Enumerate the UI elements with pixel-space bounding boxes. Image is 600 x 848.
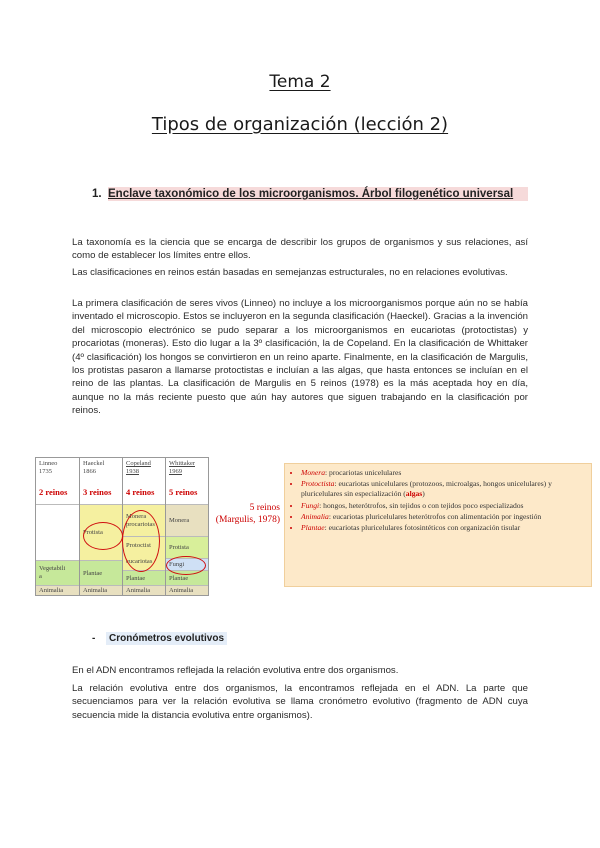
col-year: 1969 (169, 467, 182, 475)
section1-heading-text: Enclave taxonómico de los microorganismos. Árbol filogenético universal (108, 187, 528, 201)
paragraph-cronometro: La relación evolutiva entre dos organismos, la encontramos reflejada en el ADN. La parte que secuenciamos para ver la relación evolutiva se llama cronómetro evolutivo (fragmento de ADN cuya secuencia mide la distancia evolutiva entre organismos). (72, 683, 528, 721)
col-reinos: 2 reinos (39, 487, 68, 497)
kingdom-item: • Plantae: eucariotas pluricelulares fotosintéticos con organización tisular (301, 523, 585, 533)
table-cell-plantae: Plantae (166, 570, 208, 585)
col-year: 1735 (39, 467, 52, 475)
section2-bullet: - (92, 633, 96, 644)
table-cell-animalia: Animalia (123, 585, 165, 595)
kingdom-item: • Protoctista: eucariotas unicelulares (protozoos, microalgas, hongos unicelulares) y pluricelulares sin especialización (algas) (301, 479, 585, 499)
col-author: Haeckel (83, 460, 105, 467)
table-cell-monera: Monera (166, 504, 208, 536)
col-reinos: 4 reinos (126, 487, 155, 497)
col-author: Whittaker (169, 460, 195, 467)
col-year: 1938 (126, 467, 139, 475)
protista-circle-mark (83, 522, 123, 550)
table-cell-empty (36, 504, 79, 560)
table-cell-plantae: Plantae (123, 570, 165, 585)
table-cell-animalia: Animalia (36, 585, 79, 595)
kingdom-item: • Monera: procariotas unicelulares (301, 468, 585, 478)
table-cell-monera: Monera procariotas (123, 504, 165, 536)
margulis-label: 5 reinos (Margulis, 1978) (215, 503, 280, 525)
protoctista-circle-mark (122, 510, 160, 572)
col-author: Linneo (39, 460, 58, 467)
kingdoms-list (291, 468, 585, 533)
section1-heading (92, 187, 528, 201)
col-year: 1866 (83, 467, 96, 475)
section1-number: 1. (92, 188, 102, 200)
kingdom-item: • Fungi: hongos, heterótrofos, sin tejidos o con tejidos poco especializados (301, 501, 585, 511)
paragraph-taxonomy: La taxonomía es la ciencia que se encarga de describir los grupos de organismos y sus relaciones, así como de establecer los límites entre ellos. (72, 237, 528, 262)
fungi-circle-mark (166, 556, 206, 575)
col-author: Copeland (126, 460, 151, 467)
paragraph-history: La primera clasificación de seres vivos (Linneo) no incluye a los microorganismos porque aún no se había inventado el microscopio. Estos se incluyeron en la segunda clasificación (Haeckel). Gracias a la invención del microscopio electrónico se pudo separar a los microorganismos en eucariotas (protoctistas) y procariotas (moneras). Esto dio lugar a la 3º clasificación, la de Copeland. En la clasificación de Whittaker (4º clasificación) los hongos se convirtieron en un reino aparte. Finalmente, en la clasificación de Margulis, los protistas pasaron a llamarse protoctistas e incluían a las algas, que hasta entonces se incluían en el reino de las plantas. La clasificación de Margulis en 5 reinos (1978) es la más aceptada hoy en día, aunque no la más reciente puesto que aún hay autores que siguen trabajando en la clasificación por reinos. (72, 298, 528, 417)
table-cell-fungi: Fungi (166, 558, 208, 570)
table-cell-protista: Protista (80, 504, 122, 560)
section2-heading (92, 633, 227, 644)
col-reinos: 3 reinos (83, 487, 112, 497)
table-cell-plantae: Plantae (80, 560, 122, 585)
table-cell-protoctista: Protoctist eucariotas (123, 536, 165, 570)
classification-table (35, 457, 209, 596)
kingdoms-box (284, 463, 592, 587)
topic-title: Tema 2 (269, 72, 331, 92)
table-cell-vegetabilia: Vegetabili a (36, 560, 79, 585)
section2-heading-text: Cronómetros evolutivos (106, 632, 227, 645)
col-reinos: 5 reinos (169, 487, 198, 497)
table-cell-protista: Protista (166, 536, 208, 558)
table-cell-animalia: Animalia (166, 585, 208, 595)
table-column-linneo (36, 458, 80, 595)
paragraph-kingdoms: Las clasificaciones en reinos están basadas en semejanzas estructurales, no en relaciones evolutivas. (72, 267, 508, 278)
lesson-title: Tipos de organización (lección 2) (151, 114, 449, 135)
kingdom-item: • Animalia: eucariotas pluricelulares heterótrofos con alimentación por ingestión (301, 512, 585, 522)
table-cell-animalia: Animalia (80, 585, 122, 595)
paragraph-adn: En el ADN encontramos reflejada la relación evolutiva entre dos organismos. (72, 665, 399, 676)
